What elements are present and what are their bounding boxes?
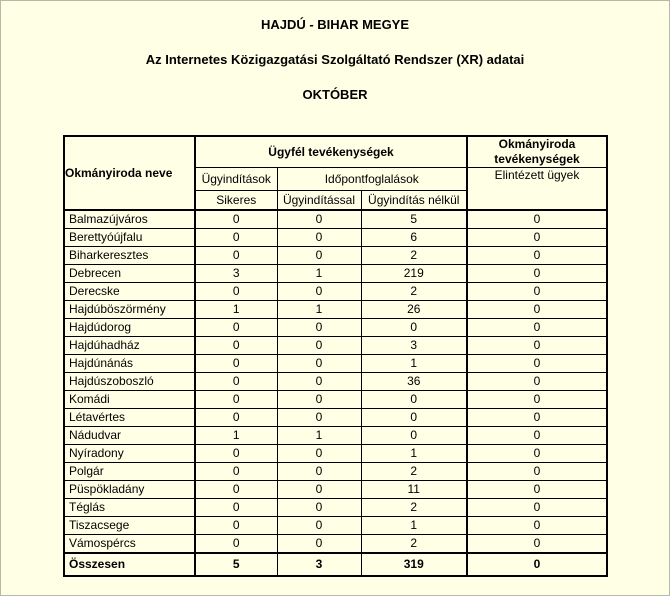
- successful-cell: 0: [195, 463, 277, 481]
- without-initiation-cell: 2: [361, 283, 467, 301]
- table-row: [64, 337, 607, 355]
- without-initiation-cell: 36: [361, 373, 467, 391]
- without-initiation-cell: 2: [361, 535, 467, 554]
- successful-cell: 0: [195, 391, 277, 409]
- column-group-client-activities: Ügyfél tevékenységek: [195, 136, 467, 168]
- with-initiation-cell: 0: [277, 517, 361, 535]
- subheader-with-initiation: Ügyindítással: [277, 191, 361, 211]
- without-initiation-cell: 6: [361, 229, 467, 247]
- office-name-cell: Komádi: [64, 391, 195, 409]
- completed-cell: 0: [467, 247, 607, 265]
- office-name-cell: Létavértes: [64, 409, 195, 427]
- column-group-office-activities: Okmányiroda tevékenységek: [467, 136, 607, 168]
- with-initiation-cell: 0: [277, 481, 361, 499]
- statistics-table: [63, 135, 608, 577]
- successful-cell: 0: [195, 355, 277, 373]
- with-initiation-cell: 0: [277, 337, 361, 355]
- total-without-initiation: 319: [361, 553, 467, 576]
- successful-cell: 0: [195, 337, 277, 355]
- office-name-cell: Nádudvar: [64, 427, 195, 445]
- with-initiation-cell: 0: [277, 373, 361, 391]
- with-initiation-cell: 0: [277, 229, 361, 247]
- office-name-cell: Vámospércs: [64, 535, 195, 554]
- office-name-cell: Hajdúhadház: [64, 337, 195, 355]
- table-row: [64, 481, 607, 499]
- completed-cell: 0: [467, 319, 607, 337]
- successful-cell: 0: [195, 481, 277, 499]
- page-title: HAJDÚ - BIHAR MEGYE: [260, 17, 410, 32]
- office-name-cell: Nyíradony: [64, 445, 195, 463]
- table-row: [64, 445, 607, 463]
- office-name-cell: Berettyóújfalu: [64, 229, 195, 247]
- without-initiation-cell: 0: [361, 427, 467, 445]
- month-label: OKTÓBER: [302, 87, 368, 102]
- office-name-cell: Hajdúdorog: [64, 319, 195, 337]
- table-row: [64, 283, 607, 301]
- subheader-appointments: Időpontfoglalások: [277, 168, 467, 191]
- with-initiation-cell: 0: [277, 535, 361, 554]
- completed-cell: 0: [467, 265, 607, 283]
- with-initiation-cell: 0: [277, 499, 361, 517]
- subheader-successful: Sikeres: [195, 191, 277, 211]
- table-row: [64, 301, 607, 319]
- completed-cell: 0: [467, 427, 607, 445]
- with-initiation-cell: 0: [277, 283, 361, 301]
- completed-cell: 0: [467, 463, 607, 481]
- office-name-cell: Püspökladány: [64, 481, 195, 499]
- table-row: [64, 265, 607, 283]
- successful-cell: 0: [195, 229, 277, 247]
- with-initiation-cell: 0: [277, 391, 361, 409]
- table-row: [64, 391, 607, 409]
- subheader-completed-cases: Elintézett ügyek: [467, 168, 607, 211]
- without-initiation-cell: 2: [361, 247, 467, 265]
- without-initiation-cell: 2: [361, 463, 467, 481]
- table-row: [64, 229, 607, 247]
- with-initiation-cell: 0: [277, 445, 361, 463]
- with-initiation-cell: 1: [277, 301, 361, 319]
- without-initiation-cell: 1: [361, 517, 467, 535]
- office-name-cell: Biharkeresztes: [64, 247, 195, 265]
- table-row: [64, 517, 607, 535]
- successful-cell: 0: [195, 373, 277, 391]
- completed-cell: 0: [467, 373, 607, 391]
- with-initiation-cell: 0: [277, 463, 361, 481]
- total-successful: 5: [195, 553, 277, 576]
- without-initiation-cell: 0: [361, 319, 467, 337]
- without-initiation-cell: 11: [361, 481, 467, 499]
- table-row: [64, 463, 607, 481]
- without-initiation-cell: 0: [361, 391, 467, 409]
- office-name-cell: Polgár: [64, 463, 195, 481]
- successful-cell: 1: [195, 301, 277, 319]
- completed-cell: 0: [467, 337, 607, 355]
- without-initiation-cell: 0: [361, 409, 467, 427]
- total-with-initiation: 3: [277, 553, 361, 576]
- successful-cell: 0: [195, 499, 277, 517]
- completed-cell: 0: [467, 409, 607, 427]
- total-completed: 0: [467, 553, 607, 576]
- office-name-cell: Balmazújváros: [64, 210, 195, 229]
- completed-cell: 0: [467, 229, 607, 247]
- table-row: [64, 210, 607, 229]
- successful-cell: 0: [195, 535, 277, 554]
- successful-cell: 0: [195, 247, 277, 265]
- successful-cell: 3: [195, 265, 277, 283]
- office-name-cell: Hajdúszoboszló: [64, 373, 195, 391]
- office-name-cell: Téglás: [64, 499, 195, 517]
- without-initiation-cell: 3: [361, 337, 467, 355]
- completed-cell: 0: [467, 499, 607, 517]
- successful-cell: 0: [195, 445, 277, 463]
- successful-cell: 0: [195, 210, 277, 229]
- total-row: [64, 553, 607, 576]
- table-row: [64, 535, 607, 554]
- with-initiation-cell: 1: [277, 265, 361, 283]
- completed-cell: 0: [467, 391, 607, 409]
- successful-cell: 0: [195, 517, 277, 535]
- with-initiation-cell: 0: [277, 319, 361, 337]
- with-initiation-cell: 0: [277, 409, 361, 427]
- office-name-cell: Tiszacsege: [64, 517, 195, 535]
- without-initiation-cell: 26: [361, 301, 467, 319]
- completed-cell: 0: [467, 355, 607, 373]
- without-initiation-cell: 2: [361, 499, 467, 517]
- without-initiation-cell: 1: [361, 355, 467, 373]
- successful-cell: 0: [195, 283, 277, 301]
- successful-cell: 0: [195, 409, 277, 427]
- completed-cell: 0: [467, 301, 607, 319]
- column-header-office-name: Okmányiroda neve: [64, 136, 195, 210]
- completed-cell: 0: [467, 535, 607, 554]
- successful-cell: 0: [195, 319, 277, 337]
- table-row: [64, 247, 607, 265]
- without-initiation-cell: 219: [361, 265, 467, 283]
- completed-cell: 0: [467, 481, 607, 499]
- subheader-case-initiations: Ügyindítások: [195, 168, 277, 191]
- office-name-cell: Hajdúböszörmény: [64, 301, 195, 319]
- total-label: Összesen: [64, 553, 195, 576]
- office-name-cell: Hajdúnánás: [64, 355, 195, 373]
- office-name-cell: Derecske: [64, 283, 195, 301]
- subheader-without-initiation: Ügyindítás nélkül: [361, 191, 467, 211]
- table-row: [64, 355, 607, 373]
- with-initiation-cell: 0: [277, 210, 361, 229]
- successful-cell: 1: [195, 427, 277, 445]
- with-initiation-cell: 1: [277, 427, 361, 445]
- without-initiation-cell: 5: [361, 210, 467, 229]
- without-initiation-cell: 1: [361, 445, 467, 463]
- completed-cell: 0: [467, 517, 607, 535]
- table-row: [64, 319, 607, 337]
- with-initiation-cell: 0: [277, 355, 361, 373]
- completed-cell: 0: [467, 210, 607, 229]
- table-row: [64, 373, 607, 391]
- table-row: [64, 409, 607, 427]
- table-row: [64, 427, 607, 445]
- office-name-cell: Debrecen: [64, 265, 195, 283]
- completed-cell: 0: [467, 283, 607, 301]
- page-subtitle: Az Internetes Közigazgatási Szolgáltató Rendszer (XR) adatai: [145, 52, 525, 67]
- table-row: [64, 499, 607, 517]
- completed-cell: 0: [467, 445, 607, 463]
- with-initiation-cell: 0: [277, 247, 361, 265]
